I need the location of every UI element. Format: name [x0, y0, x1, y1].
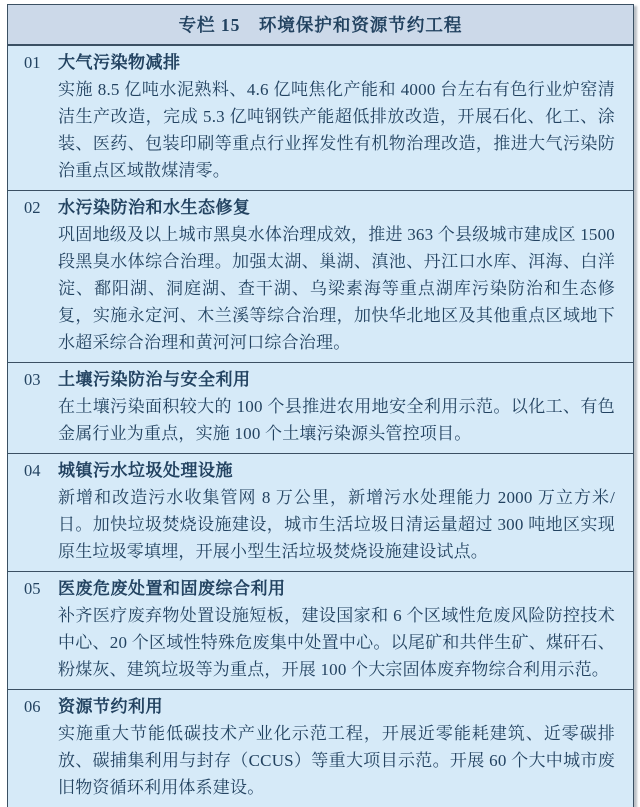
section-title: 大气污染物减排 [58, 53, 181, 72]
section-content [58, 575, 615, 683]
section-number: 01 [24, 53, 41, 72]
section-content [58, 693, 615, 801]
section-body: 补齐医疗废弃物处置设施短板，建设国家和 6 个区域性危废风险防控技术中心、20 个区域性特殊危废集中处置中心。以尾矿和共伴生矿、煤矸石、粉煤灰、建筑垃圾等为重点，开展 100 个大宗固体废弃物综合利用示范。 [58, 606, 615, 679]
section-number: 04 [24, 461, 41, 480]
section-content [58, 457, 615, 565]
section-row [8, 190, 633, 362]
section-number: 02 [24, 198, 41, 217]
section-row [8, 46, 633, 190]
section-body: 巩固地级及以上城市黑臭水体治理成效，推进 363 个县级城市建成区 1500 段黑臭水体综合治理。加强太湖、巢湖、滇池、丹江口水库、洱海、白洋淀、鄱阳湖、洞庭湖、查干湖、乌梁素海等重点湖库污染防治和生态修复，实施永定河、木兰溪等综合治理，加快华北地区及其他重点区域地下水超采综合治理和黄河河口综合治理。 [58, 225, 615, 352]
section-title: 医废危废处置和固废综合利用 [58, 579, 286, 598]
section-row [8, 571, 633, 689]
section-title: 城镇污水垃圾处理设施 [58, 461, 233, 480]
section-row [8, 453, 633, 571]
section-body: 新增和改造污水收集管网 8 万公里，新增污水处理能力 2000 万立方米/日。加快垃圾焚烧设施建设，城市生活垃圾日清运量超过 300 吨地区实现原生垃圾零填埋，开展小型生活垃圾焚烧设施建设试点。 [58, 488, 615, 561]
sections [8, 46, 633, 807]
section-title: 资源节约利用 [58, 697, 163, 716]
section-title: 土壤污染防治与安全利用 [58, 370, 251, 389]
feature-box [7, 4, 634, 807]
panel-title: 专栏 15 环境保护和资源节约工程 [8, 5, 633, 46]
section-row [8, 362, 633, 453]
section-content [58, 49, 615, 184]
section-content [58, 366, 615, 447]
section-number: 03 [24, 370, 41, 389]
section-number: 05 [24, 579, 41, 598]
section-number: 06 [24, 697, 41, 716]
section-body: 实施重大节能低碳技术产业化示范工程，开展近零能耗建筑、近零碳排放、碳捕集利用与封存（CCUS）等重大项目示范。开展 60 个大中城市废旧物资循环利用体系建设。 [58, 724, 615, 797]
section-row [8, 689, 633, 807]
section-title: 水污染防治和水生态修复 [58, 198, 251, 217]
section-body: 实施 8.5 亿吨水泥熟料、4.6 亿吨焦化产能和 4000 台左右有色行业炉窑清洁生产改造，完成 5.3 亿吨钢铁产能超低排放改造，开展石化、化工、涂装、医药、包装印刷等重点行业挥发性有机物治理改造，推进大气污染防治重点区域散煤清零。 [58, 80, 615, 180]
section-content [58, 194, 615, 356]
section-body: 在土壤污染面积较大的 100 个县推进农用地安全利用示范。以化工、有色金属行业为重点，实施 100 个土壤污染源头管控项目。 [58, 397, 615, 443]
